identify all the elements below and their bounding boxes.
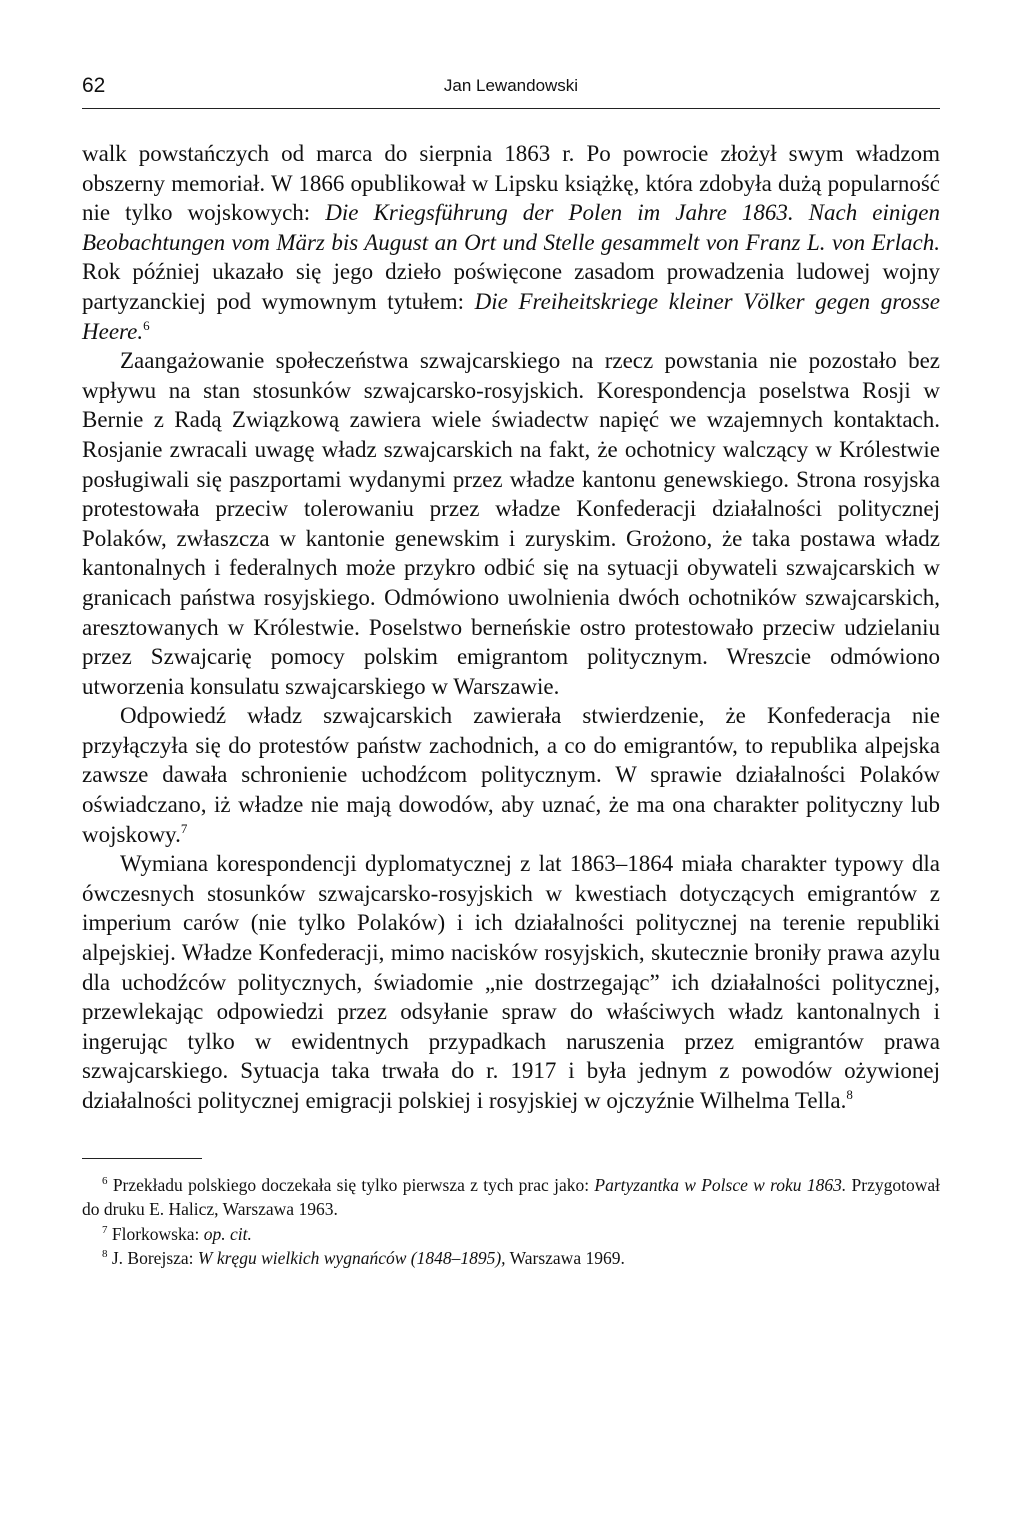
paragraph-4 <box>82 849 940 1115</box>
footnote-8-text-a: J. Borejsza: <box>111 1248 198 1269</box>
footnote-7-text: Florkowska: <box>111 1223 204 1244</box>
footnote-ref-6: 6 <box>143 317 150 333</box>
paragraph-3-text: Odpowiedź władz szwajcarskich zawierała stwierdzenie, że Konfederacja nie przyłączyła się do protestów państw zachodnich, a co do emigrantów, to republika alpejska zawsze dawała schronienie uchodźcom politycznym. W sprawie działalności Polaków oświadczano, iż władze nie mają dowodów, aby uznać, że ma ona charakter polityczny lub wojskowy. <box>82 703 940 847</box>
paragraph-1-title-a: Die Kriegsführung der Polen im Jahre 1863. Nach einigen Beobachtungen vom März bis August an Ort und Stelle gesammelt von Franz L. von Erlach. <box>82 200 940 255</box>
footnote-7-number: 7 <box>102 1223 108 1236</box>
paragraph-1-text-a: walk powstańczych od marca do sierpnia 1863 r. Po powrocie złożył swym władzom obszerny memoriał. W 1866 opublikował w Lipsku książkę, która zdobyła dużą popularność nie tylko wojskowych: <box>82 141 940 226</box>
footnote-8-text-b: Warszawa 1969. <box>505 1248 625 1269</box>
paragraph-1-text-b: Rok później ukazało się jego dzieło poświęcone zasadom prowadzenia ludowej wojny partyzanckiej pod wymownym tytułem: <box>82 259 940 314</box>
footnote-7-ref: op. cit. <box>203 1223 252 1244</box>
header-author: Jan Lewandowski <box>443 76 579 95</box>
footnote-6-number: 6 <box>102 1174 108 1187</box>
footnote-ref-8: 8 <box>846 1087 853 1102</box>
footnote-6-title: Partyzantka w Polsce w roku 1863. <box>594 1174 847 1195</box>
footnote-ref-7: 7 <box>180 820 188 836</box>
paragraph-1 <box>82 139 940 346</box>
body-text <box>82 139 940 1116</box>
footnotes <box>82 1173 940 1271</box>
footnote-6-text-b: Przygotował do druku E. Halicz, Warszawa 1963. <box>82 1174 940 1220</box>
footnote-7 <box>82 1222 940 1247</box>
footnote-6-text-a: Przekładu polskiego doczekała się tylko pierwsza z tych prac jako: <box>112 1174 595 1195</box>
footnote-8 <box>82 1246 940 1271</box>
footnote-8-number: 8 <box>102 1248 108 1261</box>
footnote-8-title: W kręgu wielkich wygnańców (1848–1895), <box>197 1248 506 1269</box>
paragraph-2: Zaangażowanie społeczeństwa szwajcarskiego na rzecz powstania nie pozostało bez wpływu na stan stosunków szwajcarsko-rosyjskich. Korespondencja poselstwa Rosji w Bernie z Radą Związkową zawiera wiele świadectw napięć we wzajemnych kontaktach. Rosjanie zwracali uwagę władz szwajcarskich na fakt, że ochotnicy walczący w Królestwie posługiwali się paszportami wydanymi przez władze kantonu genewskiego. Strona rosyjska protestowała przeciw tolerowaniu przez władze Konfederacji działalności politycznej Polaków, zwłaszcza w kantonie genewskim i zuryskim. Grożono, że taka postawa władz kantonalnych i federalnych może przykro odbić się na sytuacji obywateli szwajcarskich w granicach państwa rosyjskiego. Odmówiono uwolnienia dwóch ochotników szwajcarskich, aresztowanych w Królestwie. Poselstwo berneńskie ostro protestowało przeciw udzielaniu przez Szwajcarię pomocy polskim emigrantom politycznym. Wreszcie odmówiono utworzenia konsulatu szwajcarskiego w Warszawie. <box>82 348 940 699</box>
paragraph-3 <box>82 701 940 849</box>
paragraph-4-text: Wymiana korespondencji dyplomatycznej z lat 1863–1864 miała charakter typowy dla ówczesnych stosunków szwajcarsko-rosyjskich w kwestiach dotyczących emigrantów z imperium carów (nie tylko Polaków) i ich działalności politycznej na terenie republiki alpejskiej. Władze Konfederacji, mimo nacisków rosyjskich, skutecznie broniły prawa azylu dla uchodźców politycznych, świadomie „nie dostrzegając” ich działalności politycznej, przewlekając odpowiedzi przez odsyłanie spraw do właściwych władz kantonalnych i ingerując tylko w ewidentnych przypadkach naruszenia przez emigrantów prawa szwajcarskiego. Sytuacja taka trwała do r. 1917 i była jednym z powodów ożywionej działalności politycznej emigracji polskiej i rosyjskiej w ojczyźnie Wilhelma Tella. <box>82 851 940 1113</box>
footnote-6 <box>82 1173 940 1222</box>
page <box>82 72 940 1271</box>
running-header <box>82 72 940 109</box>
paragraph-1-title-b: Die Freiheitskriege kleiner Völker gegen grosse Heere. <box>82 288 941 344</box>
footnote-divider <box>82 1158 202 1159</box>
page-number: 62 <box>82 74 106 97</box>
